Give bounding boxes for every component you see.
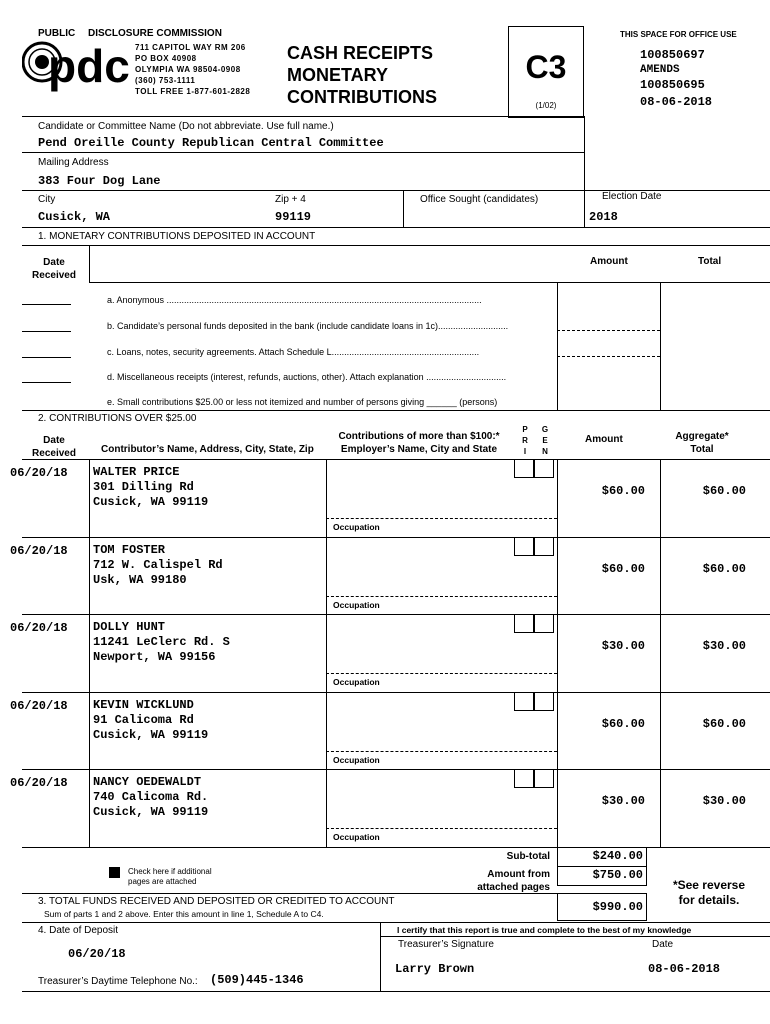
certification-text: I certify that this report is true and complete to the best of my knowledge bbox=[397, 925, 692, 935]
contributor-address: 740 Calicoma Rd. bbox=[93, 790, 209, 804]
agency-name-top: PUBLIC bbox=[38, 28, 76, 39]
form-title-line: MONETARY bbox=[287, 65, 388, 85]
section2-amount-header: Amount bbox=[585, 434, 623, 445]
contributor-name: WALTER PRICE bbox=[93, 465, 180, 479]
form-code: C3 bbox=[525, 49, 567, 85]
entry-aggregate: $60.00 bbox=[702, 717, 746, 731]
contributor-address: 11241 LeClerc Rd. S bbox=[93, 635, 230, 649]
section2-contributor-header: Contributor’s Name, Address, City, State, Zip bbox=[101, 444, 314, 455]
entry-aggregate: $30.00 bbox=[702, 639, 746, 653]
office-use-value: 100850697 bbox=[640, 48, 705, 62]
agency-name bbox=[38, 28, 222, 39]
attached-pages-label bbox=[460, 868, 550, 894]
entry-contributor bbox=[93, 620, 230, 665]
form-code-box bbox=[508, 26, 584, 118]
section2-employer-header bbox=[330, 430, 508, 456]
svg-text:pdc: pdc bbox=[48, 40, 130, 92]
address-line: PO BOX 40908 bbox=[135, 54, 197, 63]
general-box[interactable] bbox=[533, 692, 554, 711]
contributor-name: KEVIN WICKLUND bbox=[93, 698, 194, 712]
agency-address bbox=[135, 42, 250, 97]
additional-pages-label bbox=[128, 867, 212, 887]
contributor-city: Usk, WA 99180 bbox=[93, 573, 187, 587]
employer-header-line1: Contributions of more than $100:* bbox=[338, 431, 500, 442]
section1-line-b: b. Candidate’s personal funds deposited in the bank (include candidate loans in 1c)............................ bbox=[107, 321, 509, 331]
election-date-value: 2018 bbox=[589, 210, 618, 224]
section1-heading: 1. MONETARY CONTRIBUTIONS DEPOSITED IN ACCOUNT bbox=[38, 231, 316, 242]
contributor-address: 712 W. Calispel Rd bbox=[93, 558, 223, 572]
occupation-label: Occupation bbox=[333, 522, 380, 532]
see-reverse-line: for details. bbox=[678, 893, 740, 907]
office-sought-label: Office Sought (candidates) bbox=[420, 194, 539, 205]
pdc-logo-icon bbox=[22, 40, 132, 92]
entry-contributor bbox=[93, 698, 208, 743]
entry-date: 06/20/18 bbox=[10, 621, 68, 635]
section1-line-e: e. Small contributions $25.00 or less not itemized and number of persons giving ______ (persons) bbox=[107, 397, 498, 407]
section3-heading: 3. TOTAL FUNDS RECEIVED AND DEPOSITED OR CREDITED TO ACCOUNT bbox=[38, 896, 395, 907]
entry-amount: $60.00 bbox=[601, 717, 645, 731]
entry-contributor bbox=[93, 543, 223, 588]
general-box[interactable] bbox=[533, 769, 554, 788]
see-reverse-note bbox=[664, 878, 754, 908]
office-use-value: 08-06-2018 bbox=[640, 95, 713, 109]
section2-aggregate-header: Aggregate* Total bbox=[675, 431, 729, 455]
occupation-label: Occupation bbox=[333, 832, 380, 842]
committee-name-label: Candidate or Committee Name (Do not abbreviate. Use full name.) bbox=[38, 121, 334, 132]
see-reverse-line: *See reverse bbox=[672, 878, 746, 892]
zip-value: 99119 bbox=[275, 210, 312, 224]
pdc-logo bbox=[22, 40, 132, 92]
primary-box[interactable] bbox=[514, 692, 535, 711]
office-use-value: 100850695 bbox=[640, 78, 705, 92]
entry-date: 06/20/18 bbox=[10, 699, 68, 713]
phone-value: (509)445-1346 bbox=[210, 973, 304, 987]
general-box[interactable] bbox=[533, 614, 554, 633]
occupation-label: Occupation bbox=[333, 600, 380, 610]
address-line: TOLL FREE 1-877-601-2828 bbox=[135, 87, 251, 96]
election-date-label: Election Date bbox=[602, 191, 662, 202]
primary-box[interactable] bbox=[514, 769, 535, 788]
general-header: G E N bbox=[541, 425, 549, 456]
entry-date: 06/20/18 bbox=[10, 466, 68, 480]
address-line: OLYMPIA WA 98504-0908 bbox=[135, 65, 241, 74]
subtotal-label: Sub-total bbox=[506, 851, 550, 862]
committee-name: Pend Oreille County Republican Central Committee bbox=[38, 136, 384, 150]
section1-line-c: c. Loans, notes, security agreements. Attach Schedule L........................................................... bbox=[107, 347, 480, 357]
attached-label-line: Amount from bbox=[487, 869, 550, 880]
section1-total-header: Total bbox=[698, 256, 722, 267]
entry-amount: $30.00 bbox=[601, 639, 645, 653]
entry-date: 06/20/18 bbox=[10, 544, 68, 558]
general-box[interactable] bbox=[533, 537, 554, 556]
check-label-line: Check here if additional bbox=[128, 867, 212, 876]
contributor-name: NANCY OEDEWALDT bbox=[93, 775, 202, 789]
city-label: City bbox=[38, 194, 56, 205]
section2-heading: 2. CONTRIBUTIONS OVER $25.00 bbox=[38, 413, 197, 424]
form-version: (1/02) bbox=[535, 101, 557, 110]
contributor-name: TOM FOSTER bbox=[93, 543, 166, 557]
entry-contributor bbox=[93, 775, 208, 820]
address-line: 711 CAPITOL WAY RM 206 bbox=[135, 43, 246, 52]
signature-date-label: Date bbox=[652, 939, 674, 950]
form-title-line: CASH RECEIPTS bbox=[287, 43, 434, 63]
entry-date: 06/20/18 bbox=[10, 776, 68, 790]
deposit-date-label: 4. Date of Deposit bbox=[38, 925, 119, 936]
contributor-address: 91 Calicoma Rd bbox=[93, 713, 194, 727]
office-use-label: THIS SPACE FOR OFFICE USE bbox=[620, 30, 737, 39]
additional-pages-checkbox[interactable] bbox=[109, 867, 120, 878]
primary-box[interactable] bbox=[514, 614, 535, 633]
contributor-city: Cusick, WA 99119 bbox=[93, 805, 209, 819]
occupation-label: Occupation bbox=[333, 755, 380, 765]
attached-label-line: attached pages bbox=[477, 882, 550, 893]
entry-amount: $30.00 bbox=[601, 794, 645, 808]
entry-aggregate: $30.00 bbox=[702, 794, 746, 808]
contributor-city: Cusick, WA 99119 bbox=[93, 728, 209, 742]
section1-amount-header: Amount bbox=[590, 256, 628, 267]
primary-box[interactable] bbox=[514, 459, 535, 478]
entry-amount: $60.00 bbox=[601, 562, 645, 576]
contributor-city: Cusick, WA 99119 bbox=[93, 495, 209, 509]
employer-header-line2: Employer’s Name, City and State bbox=[340, 444, 498, 455]
treasurer-signature: Larry Brown bbox=[395, 962, 475, 976]
address-line: (360) 753-1111 bbox=[135, 76, 196, 85]
general-box[interactable] bbox=[533, 459, 554, 478]
primary-header: P R I bbox=[522, 425, 528, 456]
form-title bbox=[287, 42, 437, 108]
signature-label: Treasurer’s Signature bbox=[398, 939, 494, 950]
agency-name-rest: DISCLOSURE COMMISSION bbox=[88, 28, 222, 39]
mailing-address: 383 Four Dog Lane bbox=[38, 174, 161, 188]
total-funds-value: $990.00 bbox=[592, 900, 643, 914]
section1-line-a: a. Anonymous .............................................................................................................................. bbox=[107, 295, 482, 305]
section1-date-header: Date Received bbox=[32, 257, 76, 281]
contributor-name: DOLLY HUNT bbox=[93, 620, 166, 634]
attached-pages-value: $750.00 bbox=[592, 868, 643, 882]
city-value: Cusick, WA bbox=[38, 210, 111, 224]
office-use-value: AMENDS bbox=[640, 64, 680, 76]
signature-date-value: 08-06-2018 bbox=[648, 962, 721, 976]
occupation-label: Occupation bbox=[333, 677, 380, 687]
entry-amount: $60.00 bbox=[601, 484, 645, 498]
check-label-line: pages are attached bbox=[128, 877, 197, 886]
contributor-city: Newport, WA 99156 bbox=[93, 650, 216, 664]
section3-note: Sum of parts 1 and 2 above. Enter this amount in line 1, Schedule A to C4. bbox=[44, 909, 324, 919]
phone-label: Treasurer’s Daytime Telephone No.: bbox=[38, 976, 198, 987]
primary-box[interactable] bbox=[514, 537, 535, 556]
deposit-date-value: 06/20/18 bbox=[68, 947, 126, 961]
office-use-values bbox=[640, 48, 712, 110]
zip-label: Zip + 4 bbox=[275, 194, 306, 205]
section2-date-header: Date Received bbox=[32, 435, 76, 459]
entry-aggregate: $60.00 bbox=[702, 484, 746, 498]
mailing-address-label: Mailing Address bbox=[38, 157, 109, 168]
form-title-line: CONTRIBUTIONS bbox=[287, 87, 437, 107]
section1-line-d: d. Miscellaneous receipts (interest, refunds, auctions, other). Attach explanation ................................ bbox=[107, 372, 507, 382]
entry-aggregate: $60.00 bbox=[702, 562, 746, 576]
contributor-address: 301 Dilling Rd bbox=[93, 480, 194, 494]
entry-contributor bbox=[93, 465, 208, 510]
subtotal-value: $240.00 bbox=[592, 849, 643, 863]
